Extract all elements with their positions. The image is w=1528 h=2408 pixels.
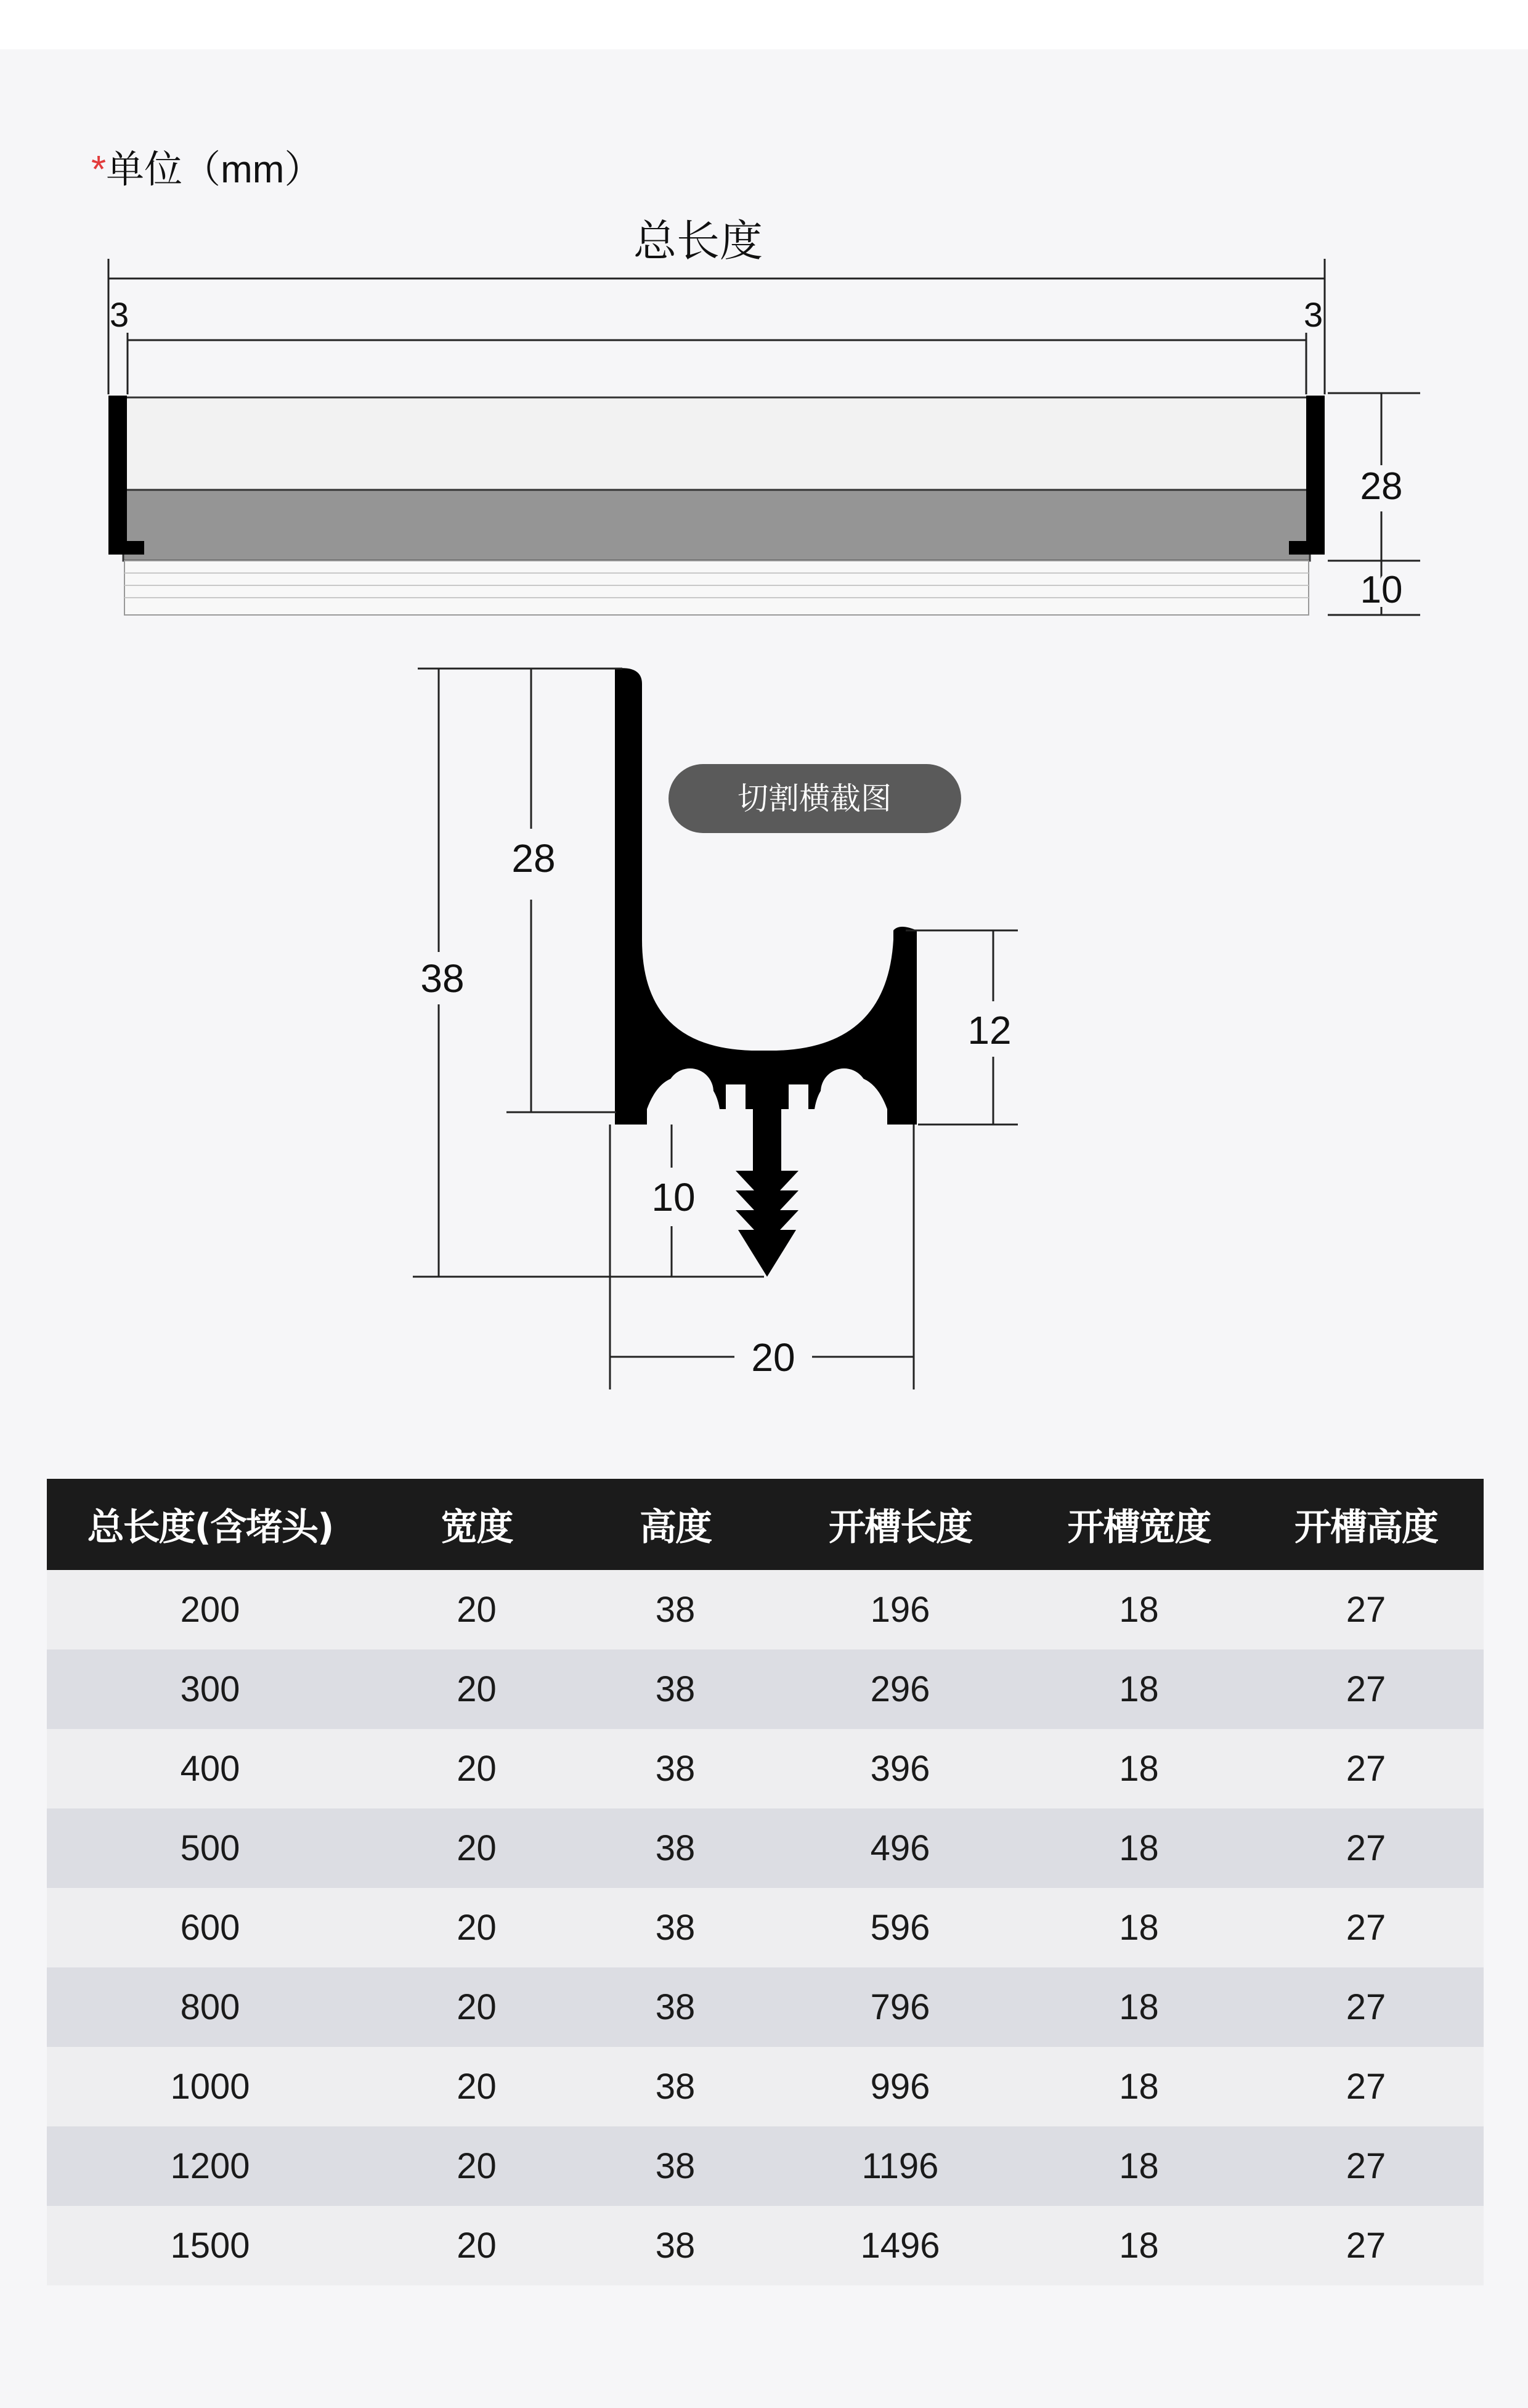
dim-38-label: 38 <box>420 956 465 1001</box>
cell-slot-height: 27 <box>1248 1967 1484 2047</box>
cell-slot-width: 18 <box>1030 1649 1248 1729</box>
cell-total-length: 300 <box>47 1649 373 1729</box>
cell-slot-length: 1196 <box>771 2126 1030 2206</box>
table-row <box>47 2126 1484 2206</box>
strip-bottom <box>124 561 1309 615</box>
header-slot-length: 开槽长度 <box>771 1479 1030 1570</box>
cell-slot-width: 18 <box>1030 2126 1248 2206</box>
header-slot-height: 开槽高度 <box>1248 1479 1484 1570</box>
cell-height: 38 <box>580 2126 771 2206</box>
cell-height: 38 <box>580 1729 771 1808</box>
badge-text: 切割横截图 <box>738 781 892 816</box>
cell-slot-length: 496 <box>771 1808 1030 1888</box>
cell-width: 20 <box>373 1967 580 2047</box>
table-row <box>47 2206 1484 2285</box>
cell-slot-height: 27 <box>1248 1808 1484 1888</box>
table-row <box>47 1888 1484 1967</box>
height-upper-label: 28 <box>1360 465 1403 508</box>
cell-width: 20 <box>373 2126 580 2206</box>
cell-slot-height: 27 <box>1248 2047 1484 2126</box>
cell-slot-length: 1496 <box>771 2206 1030 2285</box>
cell-total-length: 200 <box>47 1570 373 1649</box>
header-width: 宽度 <box>373 1479 580 1570</box>
header-total-length: 总长度(含堵头) <box>47 1479 373 1570</box>
top-strip <box>0 0 1528 49</box>
strip-groove <box>123 490 1310 561</box>
table-row <box>47 1967 1484 2047</box>
dim-12-label: 12 <box>967 1008 1012 1052</box>
cell-slot-height: 27 <box>1248 2206 1484 2285</box>
total-length-label: 总长度 <box>633 217 763 265</box>
cell-slot-length: 596 <box>771 1888 1030 1967</box>
cross-section-diagram <box>0 653 1528 1405</box>
cell-slot-height: 27 <box>1248 1649 1484 1729</box>
cell-slot-width: 18 <box>1030 1729 1248 1808</box>
cell-slot-width: 18 <box>1030 1808 1248 1888</box>
cell-height: 38 <box>580 2206 771 2285</box>
cell-width: 20 <box>373 1729 580 1808</box>
cell-total-length: 1000 <box>47 2047 373 2126</box>
cell-slot-width: 18 <box>1030 2047 1248 2126</box>
strip-top-face <box>123 397 1310 490</box>
cell-height: 38 <box>580 1570 771 1649</box>
table-row <box>47 1808 1484 1888</box>
cell-slot-width: 18 <box>1030 1967 1248 2047</box>
unit-text: 单位（mm） <box>106 148 323 191</box>
cell-slot-width: 18 <box>1030 2206 1248 2285</box>
spec-table <box>47 1479 1484 2285</box>
height-lower-label: 10 <box>1360 569 1403 611</box>
cell-slot-length: 396 <box>771 1729 1030 1808</box>
cell-total-length: 1500 <box>47 2206 373 2285</box>
cell-slot-length: 196 <box>771 1570 1030 1649</box>
cell-slot-length: 996 <box>771 2047 1030 2126</box>
header-height: 高度 <box>580 1479 771 1570</box>
table-row <box>47 1649 1484 1729</box>
dim-20-label: 20 <box>751 1335 795 1380</box>
cell-total-length: 400 <box>47 1729 373 1808</box>
table-row <box>47 2047 1484 2126</box>
header-slot-width: 开槽宽度 <box>1030 1479 1248 1570</box>
table-header-row <box>47 1479 1484 1570</box>
cell-slot-length: 796 <box>771 1967 1030 2047</box>
dim-28-label: 28 <box>511 836 556 881</box>
dim-10-label: 10 <box>651 1175 696 1219</box>
cell-width: 20 <box>373 1649 580 1729</box>
cell-total-length: 500 <box>47 1808 373 1888</box>
table-row <box>47 1729 1484 1808</box>
cell-width: 20 <box>373 1808 580 1888</box>
cell-slot-height: 27 <box>1248 1570 1484 1649</box>
cell-height: 38 <box>580 1967 771 2047</box>
cell-total-length: 1200 <box>47 2126 373 2206</box>
cell-slot-height: 27 <box>1248 1888 1484 1967</box>
cell-slot-width: 18 <box>1030 1570 1248 1649</box>
right-offset-label: 3 <box>1304 295 1323 334</box>
cell-total-length: 600 <box>47 1888 373 1967</box>
cell-total-length: 800 <box>47 1967 373 2047</box>
left-offset-label: 3 <box>110 295 129 334</box>
top-view-diagram <box>0 209 1528 641</box>
cell-slot-height: 27 <box>1248 2126 1484 2206</box>
table-row <box>47 1570 1484 1649</box>
cell-height: 38 <box>580 2047 771 2126</box>
cell-width: 20 <box>373 1888 580 1967</box>
cell-slot-length: 296 <box>771 1649 1030 1729</box>
cell-height: 38 <box>580 1808 771 1888</box>
cell-width: 20 <box>373 2206 580 2285</box>
cell-slot-height: 27 <box>1248 1729 1484 1808</box>
cell-width: 20 <box>373 1570 580 1649</box>
cell-height: 38 <box>580 1888 771 1967</box>
cell-slot-width: 18 <box>1030 1888 1248 1967</box>
cell-height: 38 <box>580 1649 771 1729</box>
unit-label <box>91 145 322 195</box>
required-star: * <box>91 148 107 191</box>
cell-width: 20 <box>373 2047 580 2126</box>
